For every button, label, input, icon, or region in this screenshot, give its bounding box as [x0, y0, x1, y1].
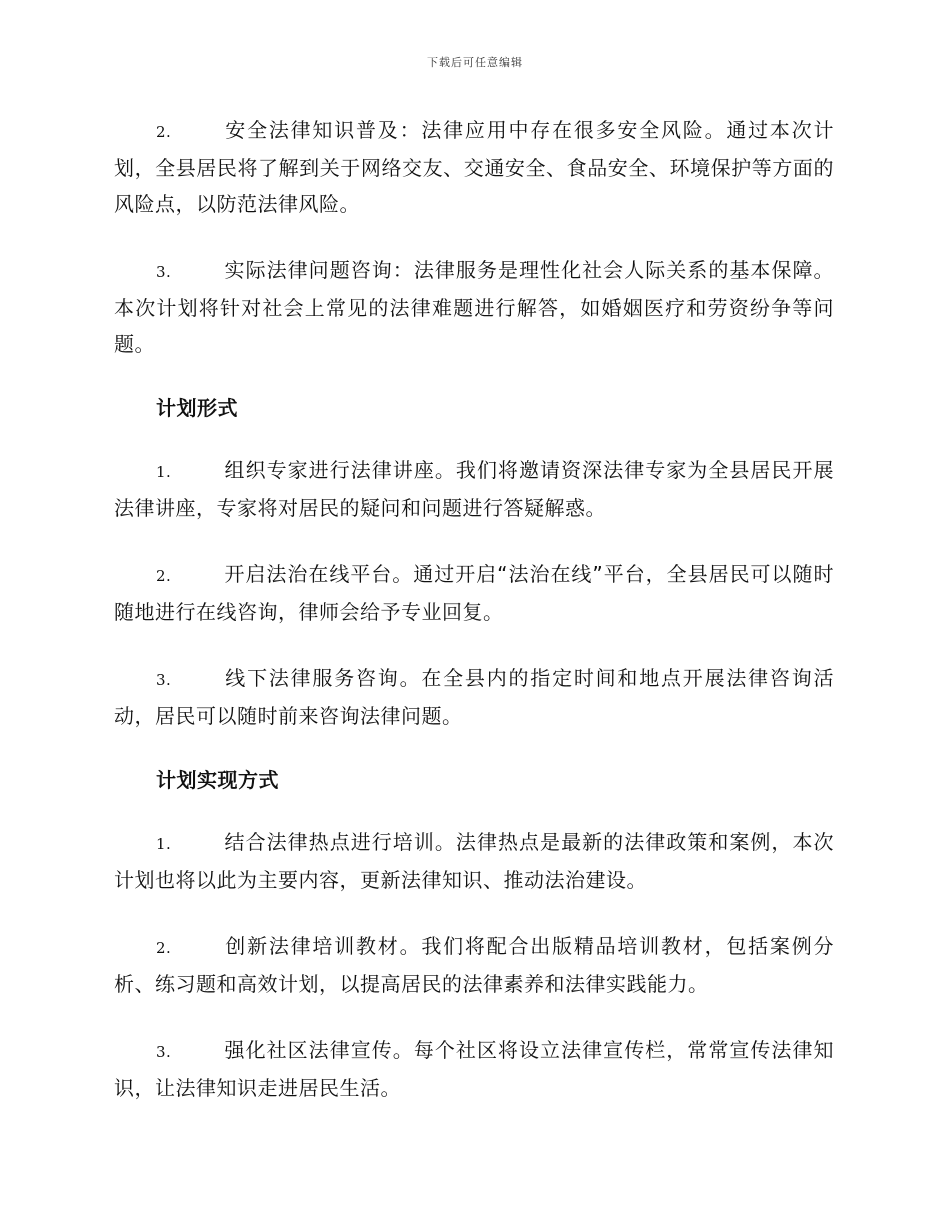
list-item — [114, 1032, 834, 1106]
list-item — [114, 452, 834, 526]
item-text: 安全法律知识普及：法律应用中存在很多安全风险。通过本次计划，全县居民将了解到关于网络交友、交通安全、食品安全、环境保护等方面的风险点，以防范法律风险。 — [114, 118, 834, 216]
item-text: 组织专家进行法律讲座。我们将邀请资深法律专家为全县居民开展法律讲座，专家将对居民的疑问和问题进行答疑解惑。 — [114, 458, 834, 520]
section-heading-plan-form: 计划形式 — [156, 396, 238, 420]
list-item — [114, 252, 834, 362]
item-number: 1. — [156, 835, 172, 853]
page-header-note: 下载后可任意编辑 — [427, 56, 523, 69]
item-number: 2. — [156, 123, 172, 141]
item-number: 3. — [156, 263, 172, 281]
item-number: 3. — [156, 1043, 172, 1061]
item-number: 2. — [156, 567, 172, 585]
list-item — [114, 556, 834, 630]
item-text: 线下法律服务咨询。在全县内的指定时间和地点开展法律咨询活动，居民可以随时前来咨询法律问题。 — [114, 666, 834, 728]
list-item — [114, 112, 834, 222]
list-item — [114, 928, 834, 1002]
list-item — [114, 824, 834, 898]
item-number: 3. — [156, 671, 172, 689]
item-text: 创新法律培训教材。我们将配合出版精品培训教材，包括案例分析、练习题和高效计划，以提高居民的法律素养和法律实践能力。 — [114, 934, 834, 996]
item-number: 1. — [156, 463, 172, 481]
list-item — [114, 660, 834, 734]
item-text: 开启法治在线平台。通过开启“法治在线”平台，全县居民可以随时随地进行在线咨询，律师会给予专业回复。 — [114, 562, 834, 624]
item-text: 实际法律问题咨询：法律服务是理性化社会人际关系的基本保障。本次计划将针对社会上常见的法律难题进行解答，如婚姻医疗和劳资纷争等问题。 — [114, 258, 834, 356]
document-body — [114, 112, 834, 1136]
item-text: 结合法律热点进行培训。法律热点是最新的法律政策和案例，本次计划也将以此为主要内容，更新法律知识、推动法治建设。 — [114, 830, 834, 892]
item-text: 强化社区法律宣传。每个社区将设立法律宣传栏，常常宣传法律知识，让法律知识走进居民生活。 — [114, 1038, 834, 1100]
item-number: 2. — [156, 939, 172, 957]
section-heading-plan-method: 计划实现方式 — [156, 768, 279, 792]
